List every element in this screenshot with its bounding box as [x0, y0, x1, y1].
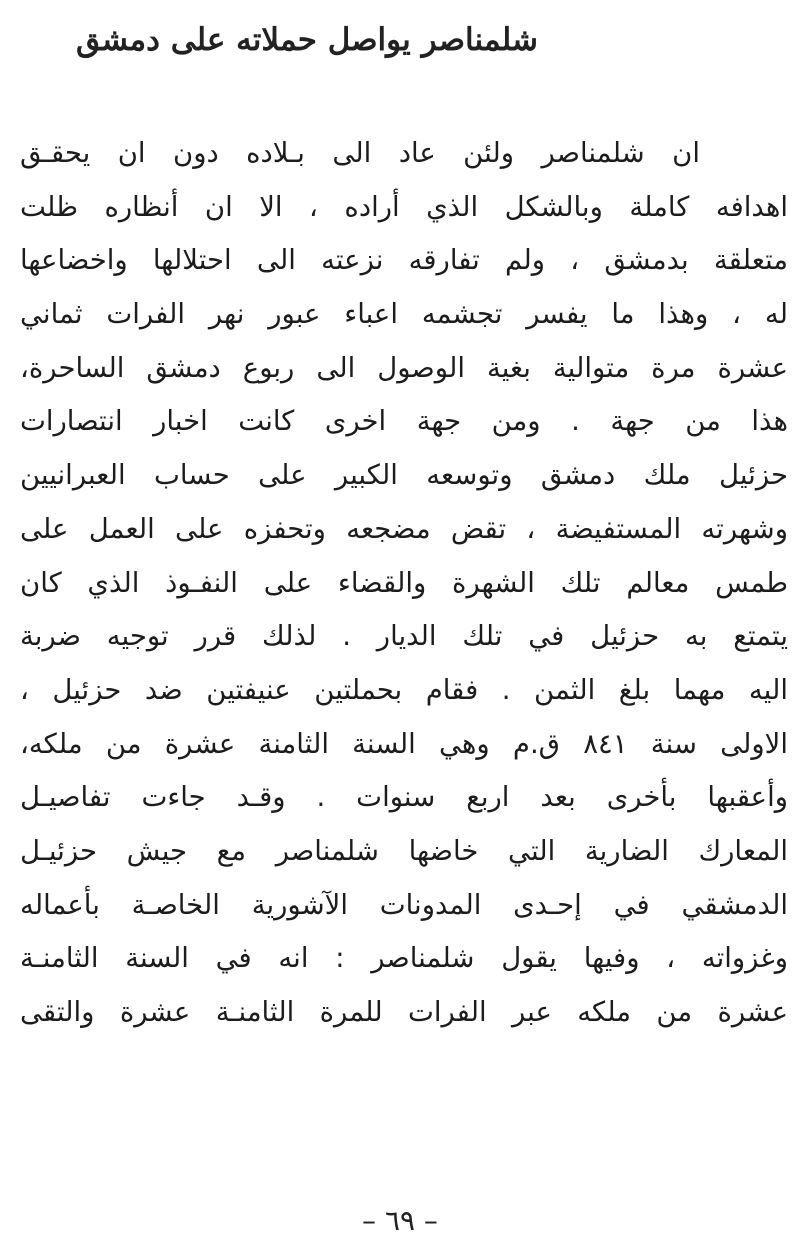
text-line: له ، وهذا ما يفسر تجشمه اعباء عبور نهر الفرات ثماني	[20, 298, 788, 331]
text-line: الاولى سنة ٨٤١ ق.م وهي السنة الثامنة عشرة من ملكه،	[20, 727, 788, 760]
text-line: طمس معالم تلك الشهرة والقضاء على النفـوذ الذي كان	[20, 566, 788, 599]
body-text	[20, 127, 788, 1040]
text-line: وشهرته المستفيضة ، تقض مضجعه وتحفزه على العمل على	[20, 512, 788, 545]
page-title: شلمناصر يواصل حملاته على دمشق	[76, 22, 538, 58]
text-line: حزئيل ملك دمشق وتوسعه الكبير على حساب العبرانيين	[20, 459, 788, 492]
text-line: يتمتع به حزئيل في تلك الديار . لذلك قرر توجيه ضربة	[20, 620, 788, 653]
text-line: وغزواته ، وفيها يقول شلمناصر : انه في السنة الثامنـة	[20, 942, 788, 975]
text-line: اليه مهما بلغ الثمن . فقام بحملتين عنيفتين ضد حزئيل ،	[20, 673, 788, 706]
text-line: اهدافه كاملة وبالشكل الذي أراده ، الا ان أنظاره ظلت	[20, 190, 788, 223]
text-line: المعارك الضارية التي خاضها شلمناصر مع جيش حزئيـل	[20, 834, 788, 867]
text-line: عشرة من ملكه عبر الفرات للمرة الثامنـة عشرة والتقى	[20, 996, 788, 1028]
text-line: ان شلمناصر ولئن عاد الى بـلاده دون ان يحقـق	[20, 137, 700, 169]
text-line: وأعقبها بأخرى بعد اربع سنوات . وقـد جاءت تفاصيـل	[20, 781, 788, 814]
page-number: – ٦٩ –	[362, 1204, 438, 1237]
text-line: الدمشقي في إحـدى المدونات الآشورية الخاصـة بأعماله	[20, 888, 788, 921]
text-line: هذا من جهة . ومن جهة اخرى كانت اخبار انتصارات	[20, 405, 788, 438]
text-line: عشرة مرة متوالية بغية الوصول الى ربوع دمشق الساحرة،	[20, 351, 788, 384]
text-line: متعلقة بدمشق ، ولم تفارقه نزعته الى احتلالها واخضاعها	[20, 244, 788, 277]
